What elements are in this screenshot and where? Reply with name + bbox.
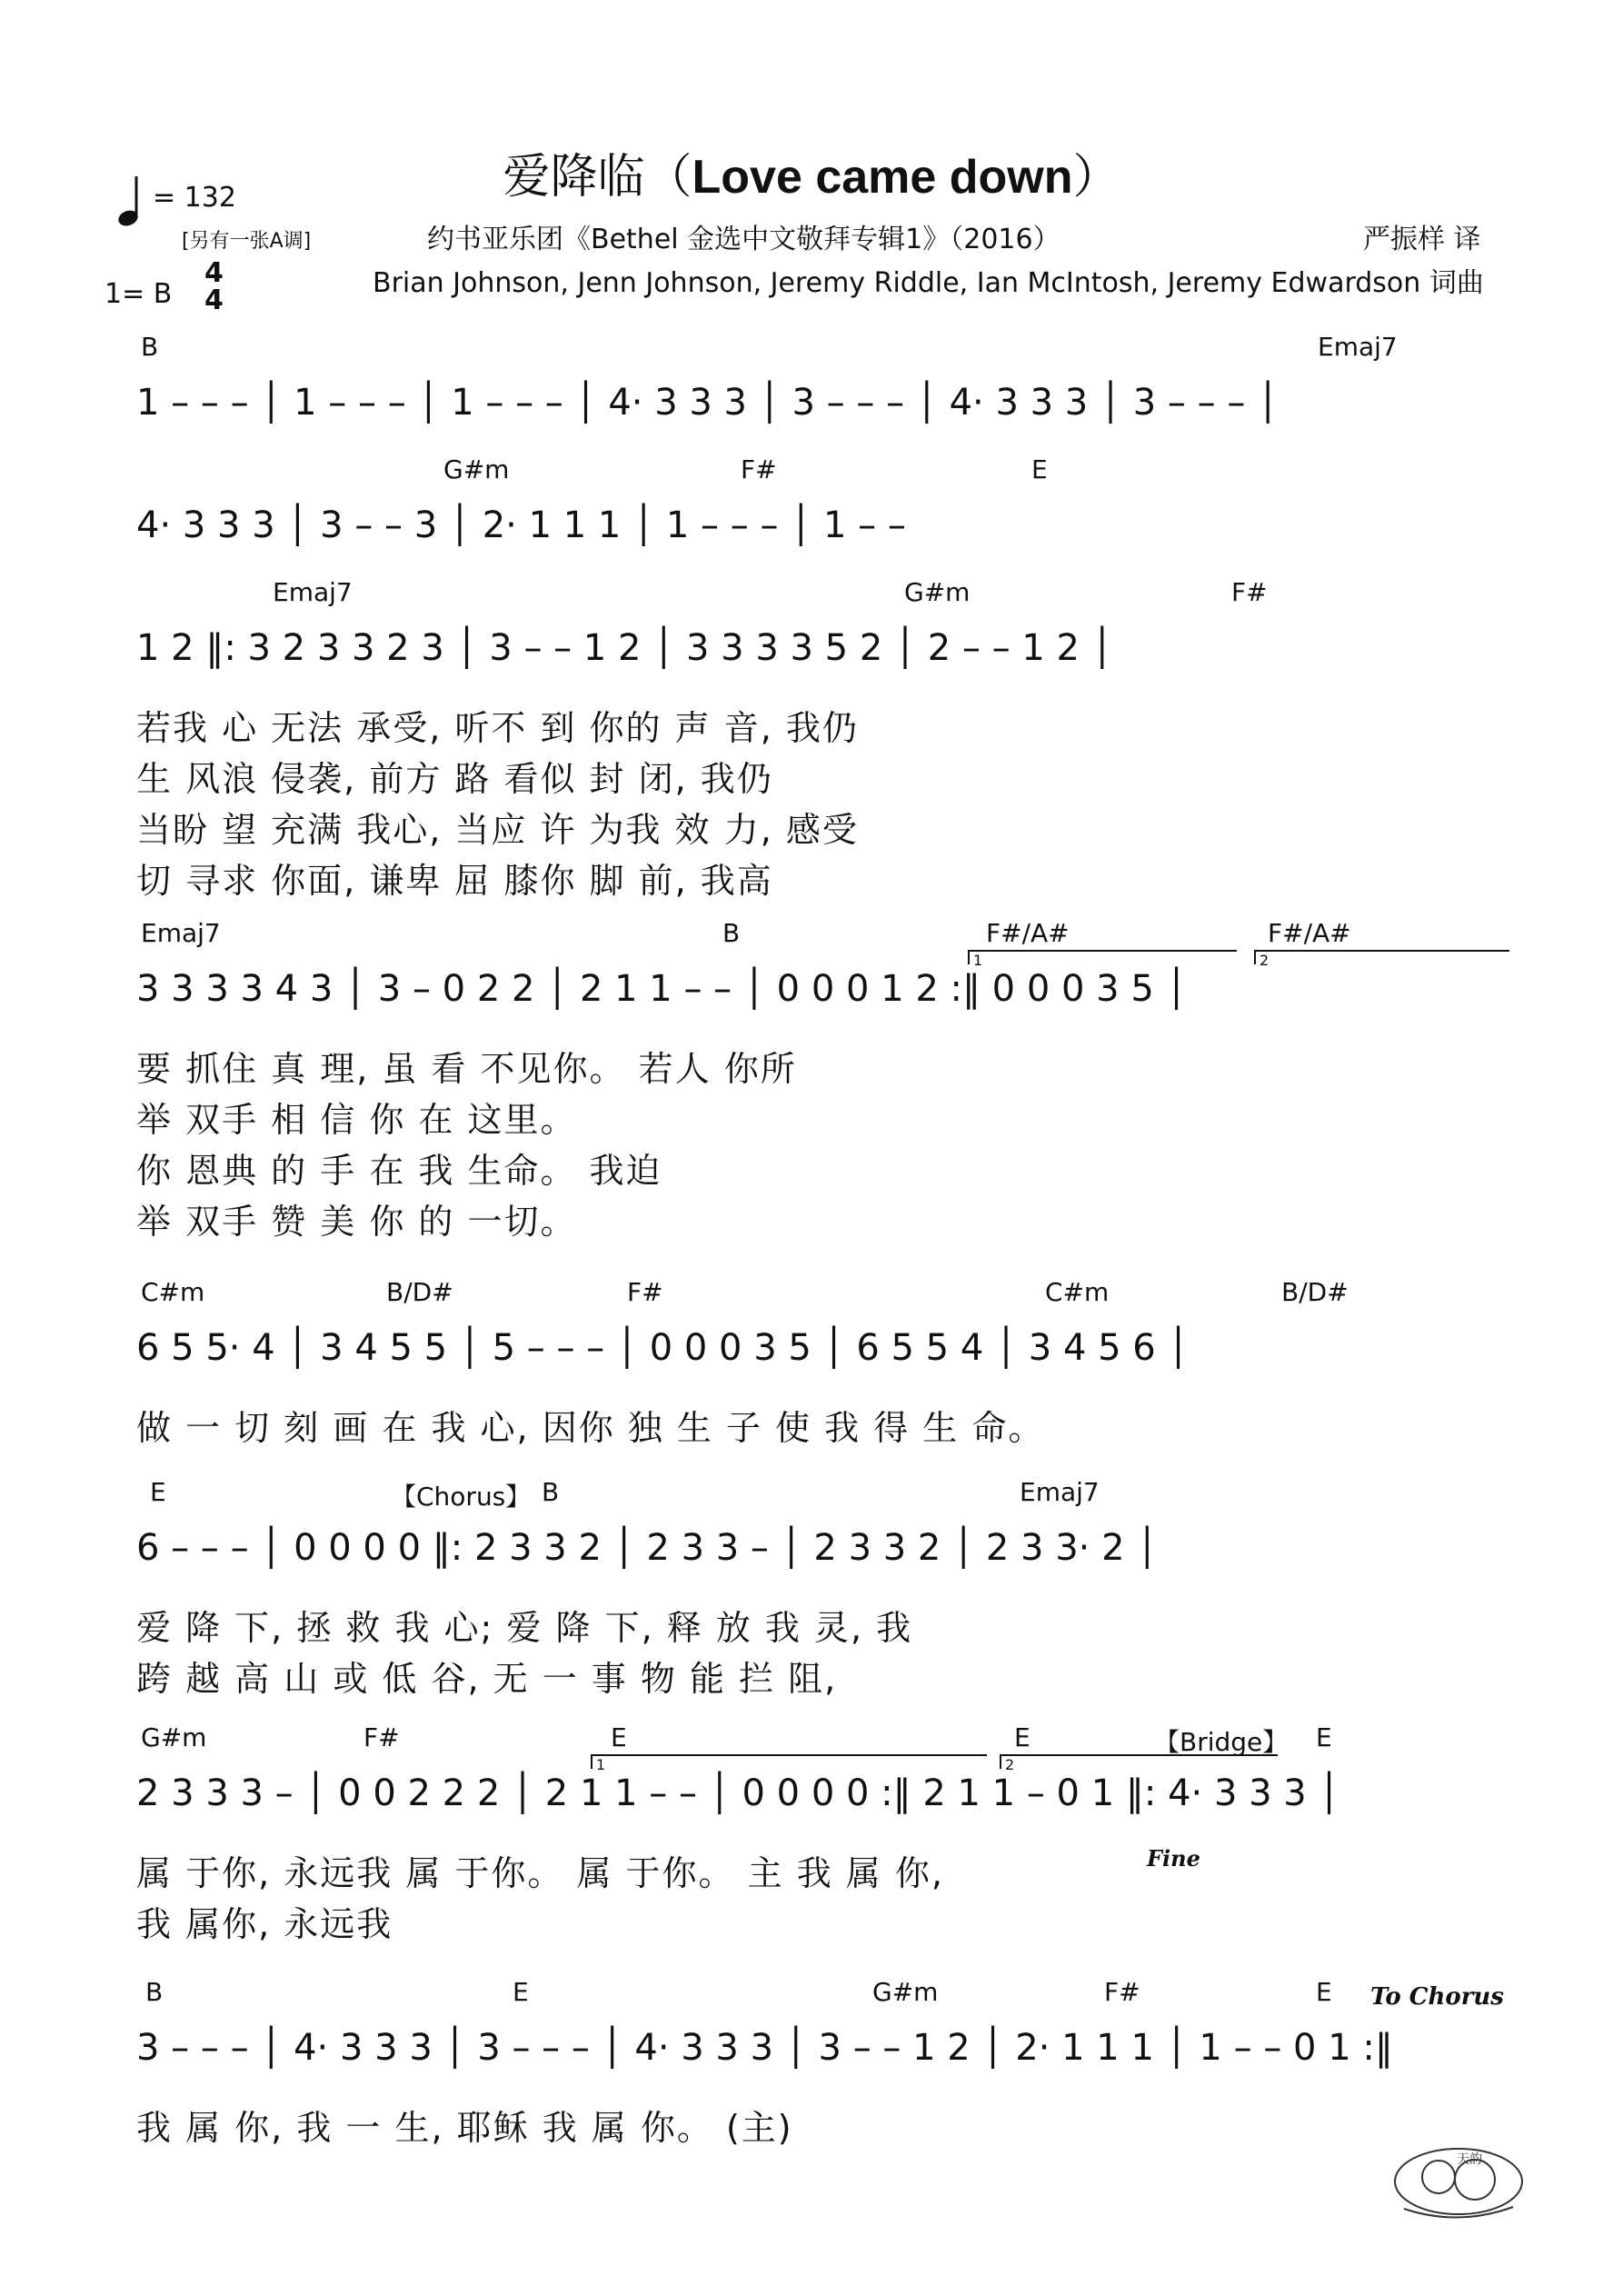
chord-symbol: F#/A#: [1268, 918, 1351, 948]
chord-symbol: G#m: [141, 1722, 207, 1752]
translator-credit: 严振样 译: [1363, 224, 1481, 255]
lyric-line: 要 抓住 真 理, 虽 看 不见你。 若人 你所: [136, 1049, 797, 1089]
song-title: [0, 138, 1623, 206]
notation-line: 1 – – – │ 1 – – – │ 1 – – – │ 4· 3 3 3 │ 3 – – – │ 4· 3 3 3 │ 3 – – – │: [136, 382, 1279, 424]
title-chinese: 爱降临（: [503, 150, 692, 205]
chord-symbol: E: [611, 1722, 627, 1752]
chord-symbol: C#m: [141, 1277, 205, 1307]
quarter-note-icon: [116, 175, 142, 227]
chord-symbol: E: [1316, 1977, 1332, 2007]
volta-bracket: 1: [591, 1754, 987, 1769]
lyric-line: 属 于你, 永远我 属 于你。 属 于你。 主 我 属 你,: [136, 1853, 944, 1893]
chord-symbol: E: [513, 1977, 529, 2007]
chord-symbol: Emaj7: [1020, 1477, 1100, 1507]
album-source: 约书亚乐团《Bethel 金选中文敬拜专辑1》（2016）: [427, 224, 1060, 255]
volta-bracket: 2: [1254, 950, 1509, 964]
chord-symbol: G#m: [872, 1977, 939, 2007]
lyric-line: 举 双手 相 信 你 在 这里。: [136, 1100, 577, 1140]
title-english: Love came down: [692, 151, 1073, 204]
notation-line: 3 3 3 3 4 3 │ 3 – 0 2 2 │ 2 1 1 – – │ 0 0 0 1 2 :‖ 0 0 0 3 5 │: [136, 968, 1188, 1010]
fine-marking: Fine: [1147, 1845, 1200, 1872]
lyric-line: 你 恩典 的 手 在 我 生命。 我迫: [136, 1151, 662, 1191]
time-signature-top: 4: [204, 257, 224, 289]
notation-line: 1 2 ‖: 3 2 3 3 2 3 │ 3 – – 1 2 │ 3 3 3 3 5 2 │ 2 – – 1 2 │: [136, 627, 1113, 669]
chord-symbol: G#m: [443, 454, 510, 484]
composer-credits: Brian Johnson, Jenn Johnson, Jeremy Riddle, Ian McIntosh, Jeremy Edwardson 词曲: [373, 267, 1484, 299]
lyric-line: 举 双手 赞 美 你 的 一切。: [136, 1202, 577, 1242]
chord-symbol: F#: [627, 1277, 663, 1307]
chord-symbol: B: [141, 332, 159, 362]
chord-symbol: 【Bridge】: [1154, 1727, 1289, 1757]
logo-lettering: 天韵: [1457, 2152, 1482, 2167]
lyric-line: 我 属 你, 我 一 生, 耶稣 我 属 你。 (主): [136, 2108, 793, 2148]
chord-symbol: E: [1316, 1722, 1332, 1752]
chord-symbol: E: [150, 1477, 166, 1507]
chord-symbol: G#m: [904, 577, 971, 607]
chord-symbol: B/D#: [1281, 1277, 1349, 1307]
lyric-line: 跨 越 高 山 或 低 谷, 无 一 事 物 能 拦 阻,: [136, 1659, 838, 1699]
chord-symbol: Emaj7: [1318, 332, 1398, 362]
title-close-paren: ）: [1072, 150, 1120, 205]
chord-symbol: B: [145, 1977, 164, 2007]
notation-line: 2 3 3 3 – │ 0 0 2 2 2 │ 2 1 1 – – │ 0 0 0 0 :‖ 2 1 1 – 0 1 ‖: 4· 3 3 3 │: [136, 1772, 1340, 1814]
chord-symbol: F#: [1231, 577, 1268, 607]
chord-symbol: C#m: [1045, 1277, 1110, 1307]
key-signature: 1= B: [105, 278, 173, 310]
chord-symbol: Emaj7: [141, 918, 221, 948]
notation-line: 3 – – – │ 4· 3 3 3 │ 3 – – – │ 4· 3 3 3 │ 3 – – 1 2 │ 2· 1 1 1 │ 1 – – 0 1 :‖: [136, 2027, 1393, 2069]
lyric-line: 我 属你, 永远我: [136, 1904, 393, 1944]
chord-symbol: B: [542, 1477, 560, 1507]
chord-symbol: Emaj7: [273, 577, 353, 607]
lyric-line: 切 寻求 你面, 谦卑 屈 膝你 脚 前, 我高: [136, 861, 773, 901]
lyric-line: 爱 降 下, 拯 救 我 心; 爱 降 下, 释 放 我 灵, 我: [136, 1608, 913, 1648]
chord-symbol: F#/A#: [986, 918, 1070, 948]
lyric-line: 当盼 望 充满 我心, 当应 许 为我 效 力, 感受: [136, 810, 859, 850]
chord-symbol: F#: [1104, 1977, 1140, 2007]
to-chorus-marking: To Chorus: [1370, 1983, 1504, 2011]
notation-line: 4· 3 3 3 │ 3 – – 3 │ 2· 1 1 1 │ 1 – – – │ 1 – –: [136, 504, 906, 546]
chord-symbol: E: [1031, 454, 1048, 484]
chord-symbol: B/D#: [386, 1277, 453, 1307]
notation-line: 6 – – – │ 0 0 0 0 ‖: 2 3 3 2 │ 2 3 3 – │ 2 3 3 2 │ 2 3 3· 2 │: [136, 1527, 1159, 1569]
lyric-line: 做 一 切 刻 画 在 我 心, 因你 独 生 子 使 我 得 生 命。: [136, 1408, 1045, 1448]
time-signature-bottom: 4: [204, 285, 224, 316]
chord-symbol: F#: [363, 1722, 400, 1752]
chord-symbol: B: [722, 918, 741, 948]
publisher-logo-icon: [1386, 2127, 1531, 2227]
lyric-line: 若我 心 无法 承受, 听不 到 你的 声 音, 我仍: [136, 708, 859, 748]
tempo-marking: = 132: [153, 182, 236, 214]
notation-line: 6 5 5· 4 │ 3 4 5 5 │ 5 – – – │ 0 0 0 3 5 │ 6 5 5 4 │ 3 4 5 6 │: [136, 1327, 1190, 1369]
chord-symbol: E: [1014, 1722, 1031, 1752]
chord-symbol: F#: [741, 454, 777, 484]
chord-symbol: 【Chorus】: [391, 1482, 532, 1512]
alternate-key-note: [另有一张A调]: [182, 230, 312, 253]
time-signature: [204, 257, 224, 316]
lyric-line: 生 风浪 侵袭, 前方 路 看似 封 闭, 我仍: [136, 759, 773, 799]
volta-bracket: 1: [968, 950, 1237, 964]
volta-bracket: 2: [1000, 1754, 1278, 1769]
